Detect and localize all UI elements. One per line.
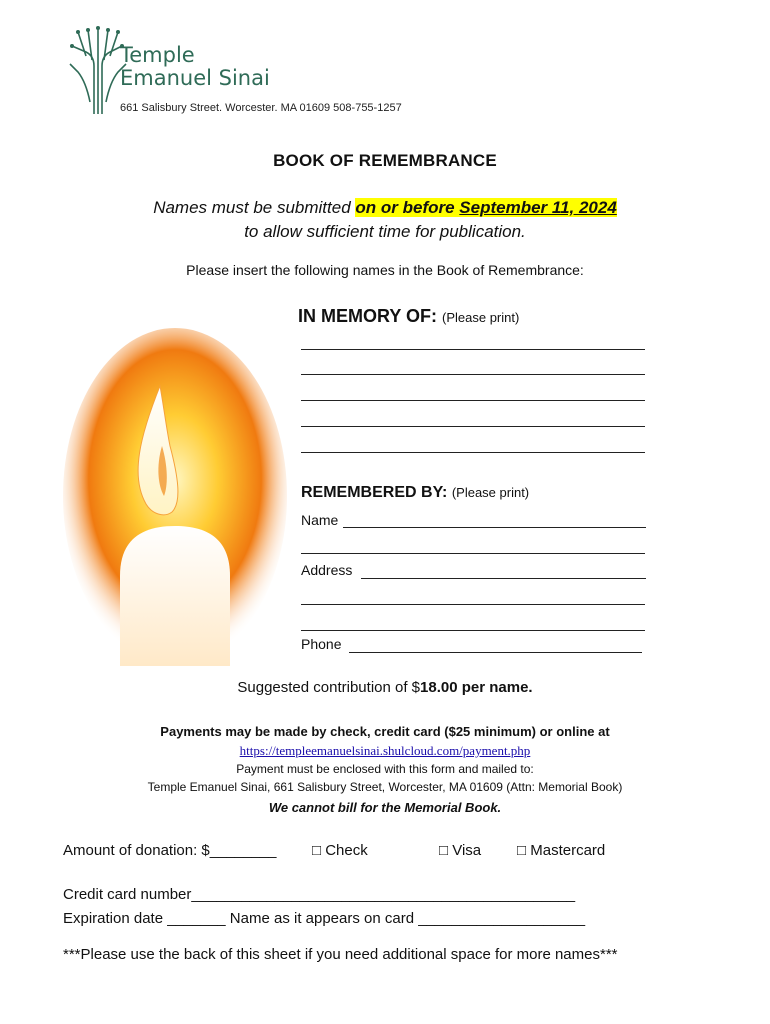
candle-illustration xyxy=(60,326,290,666)
in-memory-heading xyxy=(298,306,519,327)
footer-note: ***Please use the back of this sheet if you need additional space for more names*** xyxy=(63,946,618,963)
deadline-date: September 11, 2024 xyxy=(459,198,617,217)
org-name-line2: Emanuel Sinai xyxy=(120,66,270,90)
no-bill-note: We cannot bill for the Memorial Book. xyxy=(268,800,502,815)
deadline-prefix: Names must be submitted xyxy=(153,198,356,217)
remembered-by-label: REMEMBERED BY: xyxy=(301,484,448,501)
page-title: BOOK OF REMEMBRANCE xyxy=(273,151,497,170)
payment-methods: Payments may be made by check, credit card ($25 minimum) or online at xyxy=(160,724,610,739)
in-memory-note: (Please print) xyxy=(442,310,520,325)
memory-line-3[interactable] xyxy=(301,400,645,401)
remembered-by-heading xyxy=(301,484,529,502)
phone-label: Phone xyxy=(301,636,342,652)
in-memory-label: IN MEMORY OF: xyxy=(298,306,437,326)
expiration-name-field[interactable]: Expiration date _______ Name as it appears on card ____________________ xyxy=(63,910,586,927)
deadline-line2: to allow sufficient time for publication. xyxy=(244,222,526,241)
address-line-3[interactable] xyxy=(301,630,645,631)
suggested-contribution xyxy=(0,679,770,696)
mastercard-checkbox[interactable]: □ Mastercard xyxy=(517,842,606,859)
mailing-address: Temple Emanuel Sinai, 661 Salisbury Street, Worcester, MA 01609 (Attn: Memorial Book) xyxy=(147,780,623,794)
phone-line[interactable] xyxy=(349,652,642,653)
contribution-amount: 18.00 per name. xyxy=(420,679,533,696)
name-label: Name xyxy=(301,512,339,528)
org-name-line1: Temple xyxy=(120,43,195,67)
visa-checkbox[interactable]: □ Visa xyxy=(439,842,482,859)
memory-line-5[interactable] xyxy=(301,452,645,453)
memory-line-2[interactable] xyxy=(301,374,645,375)
remembered-by-note: (Please print) xyxy=(451,485,530,500)
org-name xyxy=(120,44,270,90)
name-line-2[interactable] xyxy=(301,553,645,554)
deadline-highlight xyxy=(355,198,616,217)
org-address: 661 Salisbury Street. Worcester. MA 01609 508-755-1257 xyxy=(120,102,402,114)
deadline-highlight-text: on or before xyxy=(355,198,460,217)
check-checkbox[interactable]: □ Check xyxy=(312,842,368,859)
address-line-1[interactable] xyxy=(361,578,646,579)
deadline-line1 xyxy=(0,198,770,218)
memory-line-4[interactable] xyxy=(301,426,645,427)
name-line[interactable] xyxy=(343,527,646,528)
credit-card-number-field[interactable]: Credit card number______________________________________________ xyxy=(63,886,576,903)
payment-link[interactable]: https://templeemanuelsinai.shulcloud.com/payment.php xyxy=(239,743,531,758)
address-label: Address xyxy=(301,562,353,578)
payment-enclose-note: Payment must be enclosed with this form and mailed to: xyxy=(236,762,534,776)
memory-line-1[interactable] xyxy=(301,349,645,350)
donation-amount-field[interactable]: Amount of donation: $________ xyxy=(63,842,277,859)
contribution-prefix: Suggested contribution of $ xyxy=(237,679,421,696)
instruction-text: Please insert the following names in the Book of Remembrance: xyxy=(186,262,584,278)
address-line-2[interactable] xyxy=(301,604,645,605)
